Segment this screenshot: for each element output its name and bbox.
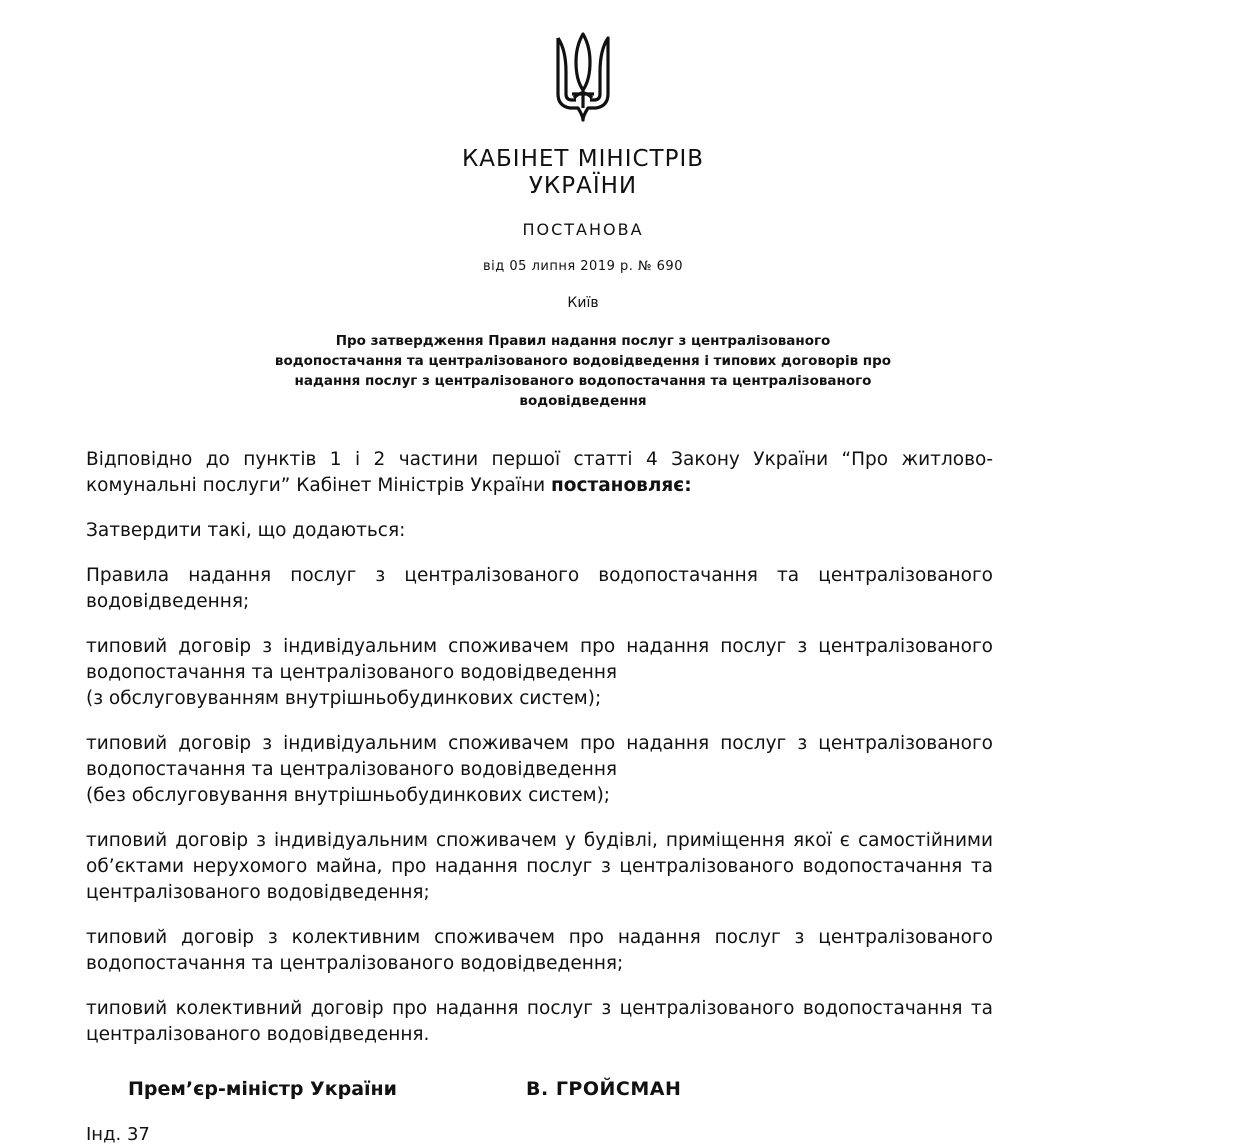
document-body [86, 447, 993, 1067]
issuer-line-2: УКРАЇНИ [528, 173, 638, 199]
item-note: (без обслуговування внутрішньобудинкових систем); [86, 785, 611, 806]
issuer-name [0, 146, 1166, 200]
document-date-number: від 05 липня 2019 р. № 690 [483, 259, 683, 274]
issuer-line-1: КАБІНЕТ МІНІСТРІВ [461, 146, 705, 172]
index-note: Інд. 37 [86, 1124, 150, 1145]
intro-text: Відповідно до пунктів 1 і 2 частини першої статті 4 Закону України “Про житлово-комунальні послуги” Кабінет Міністрів України [86, 449, 993, 496]
item-text: типовий договір з індивідуальним споживачем про надання послуг з централізованого водопостачання та централізованого водовідведення [86, 733, 993, 780]
list-item-contract-individual-building: типовий договір з індивідуальним споживачем у будівлі, приміщення якої є самостійними об’єктами нерухомого майна, про надання послуг з централізованого водопостачання та централізованого водовідведення; [86, 830, 993, 903]
document-city: Київ [567, 295, 599, 311]
document-title: Про затвердження Правил надання послуг з централізованого водопостачання та централізованого водовідведення і типових договорів про надання послуг з централізованого водопостачання та централізованого водовідведення [274, 333, 892, 409]
list-item-contract-individual-with-service [86, 634, 993, 712]
signatory-position: Прем’єр-міністр України [128, 1078, 397, 1100]
document-type: ПОСТАНОВА [522, 220, 644, 239]
approve-paragraph: Затвердити такі, що додаються: [86, 520, 406, 541]
list-item-contract-individual-without-service [86, 731, 993, 809]
intro-bold: постановляє: [551, 475, 692, 496]
item-note: (з обслуговуванням внутрішньобудинкових систем); [86, 688, 602, 709]
intro-paragraph [86, 447, 993, 499]
list-item-contract-collective-consumer: типовий договір з колективним споживачем про надання послуг з централізованого водопостачання та централізованого водовідведення; [86, 927, 993, 974]
list-item-rules: Правила надання послуг з централізованого водопостачання та централізованого водовідведення; [86, 565, 993, 612]
list-item-collective-contract: типовий колективний договір про надання послуг з централізованого водопостачання та централізованого водовідведення. [86, 998, 993, 1045]
coat-of-arms-trident-icon [554, 32, 612, 122]
signatory-name: В. ГРОЙСМАН [526, 1078, 682, 1100]
item-text: типовий договір з індивідуальним споживачем про надання послуг з централізованого водопостачання та централізованого водовідведення [86, 636, 993, 683]
